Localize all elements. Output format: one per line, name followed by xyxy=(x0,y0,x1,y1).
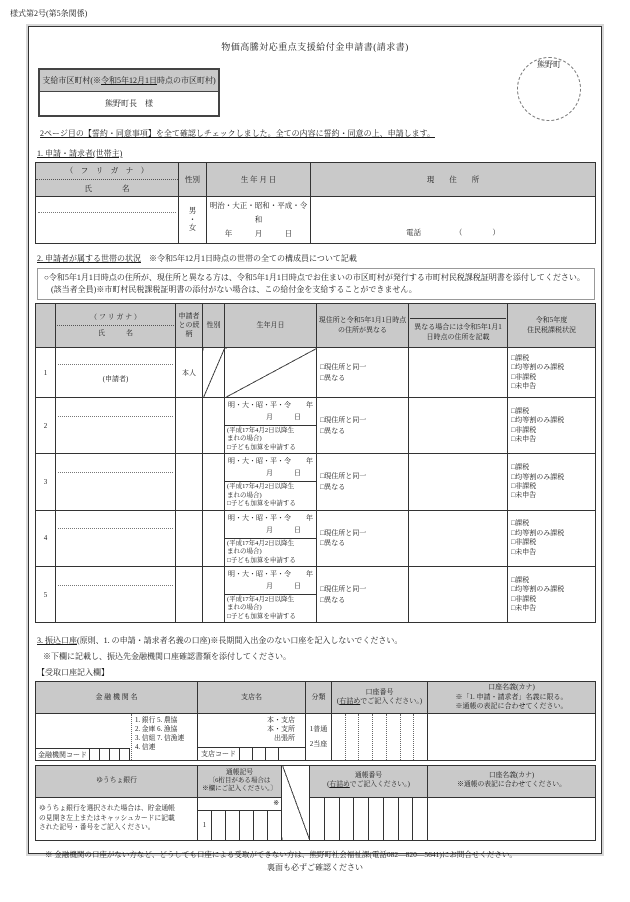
addr-diff-option: □異なる xyxy=(320,426,346,435)
row-number: 1 xyxy=(36,348,56,398)
address-record-field xyxy=(409,510,508,566)
col-institution-header: 金 融 機 関 名 xyxy=(36,682,198,713)
address-record-field xyxy=(409,454,508,510)
col-yucho-header: ゆうちょ銀行 xyxy=(36,765,198,797)
address-differs-field xyxy=(317,348,409,398)
relation-field xyxy=(176,454,203,510)
applicant-label: (申請者) xyxy=(102,374,129,383)
col-passbook-number-header: 通帳番号 (右詰めでご記入ください。) xyxy=(310,765,428,797)
type-current-option: 2当座 xyxy=(309,739,328,748)
address-record-field xyxy=(409,566,508,622)
tax-status-field xyxy=(508,348,596,398)
address-record-field xyxy=(409,398,508,454)
addr-diff-option: □異なる xyxy=(320,595,346,604)
birthdate-field-crossed xyxy=(225,348,317,398)
bank-account-table xyxy=(35,681,596,760)
row-number: 5 xyxy=(36,566,56,622)
address-differs-field xyxy=(317,398,409,454)
no-account-contact-note: ※ 金融機関の口座がない方など、どうしても口座による受取ができない方は、熊野町社会福祉課(電話082―820―5641)にお問合せください。 xyxy=(45,849,517,859)
institution-field xyxy=(36,713,198,760)
applicant-name-field xyxy=(36,197,179,244)
birthdate-field: 明・大・昭・平・令 年 月 日 (平成17年4月2日以降生 まれの場合) □子ども加算を申請する xyxy=(225,454,317,510)
household-row-1 xyxy=(36,348,596,398)
addr-same-option: □現住所と同一 xyxy=(320,528,367,537)
tax-option-per-capita: □均等割のみ課税 xyxy=(511,363,565,372)
furigana-label: （ フ リ ガ ナ ） xyxy=(36,163,178,180)
child-allowance-subfield: (平成17年4月2日以降生 まれの場合) □子ども加算を申請する xyxy=(225,594,316,622)
addr-diff-option: □異なる xyxy=(320,482,346,491)
form-code: 様式第2号(第5条関係) xyxy=(10,9,88,18)
relation-field xyxy=(176,510,203,566)
household-row-4 xyxy=(36,510,596,566)
sixth-digit-mark: ※ xyxy=(273,799,279,807)
household-row-2 xyxy=(36,398,596,454)
branch-code-boxes: 支店コード xyxy=(198,747,305,760)
address-record-field xyxy=(409,348,508,398)
pledge-statement: 2ページ目の【誓約・同意事項】を全て確認しチェックしました。全ての内容に誓約・同意の上、申請します。 xyxy=(40,129,435,138)
col-address-differs-header: 現住所と令和5年1月1日時点の住所が異なる xyxy=(317,304,409,348)
account-attachment-note: ※下欄に記載し、振込先金融機関口座確認書類を添付してください。 xyxy=(43,652,291,662)
account-holder-field xyxy=(428,713,596,760)
addr-same-option: □現住所と同一 xyxy=(320,585,367,594)
row-number: 3 xyxy=(36,454,56,510)
institution-code-boxes: 金融機関コード xyxy=(35,748,130,761)
tax-certificate-notice: ○令和5年1月1日時点の住所が、現住所と異なる方は、令和5年1月1日時点でお住まいの市区町村が発行する市町村民税課税証明書を添付してください。(該当者全員)※市町村民税課税証明書の添付がない場合は、この給付金を支給することができません。 xyxy=(37,268,595,300)
birthdate-field: 明・大・昭・平・令 年 月 日 (平成17年4月2日以降生 まれの場合) □子ども加算を申請する xyxy=(225,510,317,566)
addr-same-option: □現住所と同一 xyxy=(320,472,367,481)
col-account-holder-header: 口座名義(カナ) ※「1. 申請・請求者」名義に限る。 ※通帳の表記に合わせてください。 xyxy=(428,682,596,713)
recipient-box xyxy=(38,68,220,117)
gender-field xyxy=(203,454,225,510)
address-differs-field xyxy=(317,454,409,510)
form-body xyxy=(28,26,602,859)
row-number: 2 xyxy=(36,398,56,454)
addr-diff-option: □異なる xyxy=(320,373,346,382)
passbook-number-field xyxy=(310,797,428,840)
branch-type-options: 本・支店 本・支所 出張所 xyxy=(267,715,295,743)
col-address-header: 現 住 所 xyxy=(311,163,596,197)
address-differs-field xyxy=(317,566,409,622)
household-row-5 xyxy=(36,566,596,622)
section2-heading-note: ※令和5年12月1日時点の世帯の全ての構成員について記載 xyxy=(141,254,357,263)
col-address-record-header: 異なる場合には令和5年1月1日時点の住所を記載 xyxy=(409,304,508,348)
account-type-field xyxy=(306,713,332,760)
applicant-address-field xyxy=(311,197,596,244)
branch-field xyxy=(198,713,306,760)
yucho-account-table xyxy=(35,765,596,841)
col-relation-header: 申請者との続柄 xyxy=(176,304,203,348)
birthdate-field: 明・大・昭・平・令 年 月 日 (平成17年4月2日以降生 まれの場合) □子ども加算を申請する xyxy=(225,398,317,454)
member-name-field xyxy=(56,348,176,398)
child-allowance-option: □子ども加算を申請する xyxy=(227,500,296,508)
household-members-table xyxy=(35,303,596,623)
tax-option-undeclared: □未申告 xyxy=(511,381,537,390)
account-number-boxes xyxy=(332,714,427,760)
passbook-symbol-field xyxy=(198,797,282,840)
gender-field xyxy=(203,566,225,622)
child-allowance-subfield: (平成17年4月2日以降生 まれの場合) □子ども加算を申請する xyxy=(225,538,316,566)
addressee: 熊野町長 様 xyxy=(40,92,218,115)
institution-type-codes: 1. 銀行 5. 農協 2. 金庫 6. 漁協 3. 信組 7. 信漁連 4. 信連 xyxy=(131,714,197,760)
member-name-field xyxy=(56,398,176,454)
receipt-stamp-circle xyxy=(517,57,581,121)
applicant-table xyxy=(35,162,596,244)
col-passbook-symbol-header: 通帳記号 〔6桁目がある場合は ※欄にご記入ください。〕 xyxy=(198,765,282,797)
col-yucho-holder-header: 口座名義(カナ) ※通帳の表記に合わせてください。 xyxy=(428,765,596,797)
member-name-field xyxy=(56,510,176,566)
tax-option-taxed: □課税 xyxy=(511,353,530,362)
issuing-municipality-label: 支給市区町村(※令和5年12月1日時点の市区町村) xyxy=(40,70,218,92)
col-name-header xyxy=(36,163,179,197)
relation-field xyxy=(176,566,203,622)
yucho-instructions: ゆうちょ銀行を選択された場合は、貯金通帳 の見開き左上またはキャッシュカードに記載 された記号・番号をご記入ください。 xyxy=(36,797,198,840)
name-label: 氏 名 xyxy=(84,184,130,193)
yucho-holder-field xyxy=(428,797,596,840)
section1-heading: 1. 申請・請求者(世帯主) xyxy=(37,149,123,158)
gender-field xyxy=(203,398,225,454)
relation-field xyxy=(176,398,203,454)
row-number: 4 xyxy=(36,510,56,566)
col-birthdate-header: 生年月日 xyxy=(225,304,317,348)
col-gender-header: 性別 xyxy=(203,304,225,348)
col-type-header: 分類 xyxy=(306,682,332,713)
relation-field: 本人 xyxy=(176,348,203,398)
tax-status-field: □課税 □均等割のみ課税 □非課税 □未申告 xyxy=(508,510,596,566)
member-name-field xyxy=(56,454,176,510)
applicant-birthdate-field: 明治・大正・昭和・平成・令和 年 月 日 xyxy=(207,197,311,244)
passbook-number-boxes xyxy=(310,798,427,840)
tax-status-field: □課税 □均等割のみ課税 □非課税 □未申告 xyxy=(508,566,596,622)
form-title: 物価高騰対応重点支援給付金申請書(請求書) xyxy=(221,42,409,52)
account-entry-label: 【受取口座記入欄】 xyxy=(37,668,109,678)
col-row-number-header xyxy=(36,304,56,348)
tax-status-field: □課税 □均等割のみ課税 □非課税 □未申告 xyxy=(508,398,596,454)
gender-field-crossed xyxy=(203,348,225,398)
addr-diff-option: □異なる xyxy=(320,539,346,548)
stamp-text: 熊野町 xyxy=(537,60,561,69)
reverse-side-reminder: 裏面も必ずご確認ください xyxy=(267,863,363,872)
tax-option-exempt: □非課税 xyxy=(511,372,537,381)
tax-status-field: □課税 □均等割のみ課税 □非課税 □未申告 xyxy=(508,454,596,510)
child-allowance-option: □子ども加算を申請する xyxy=(227,443,296,451)
child-allowance-subfield: (平成17年4月2日以降生 まれの場合) □子ども加算を申請する xyxy=(225,481,316,509)
applicant-gender-field: 男 ・ 女 xyxy=(179,197,207,244)
member-name-field xyxy=(56,566,176,622)
col-member-name-header: （ フ リ ガ ナ ） 氏 名 xyxy=(56,304,176,348)
child-allowance-option: □子ども加算を申請する xyxy=(227,556,296,564)
col-birthdate-header: 生 年 月 日 xyxy=(207,163,311,197)
section3-heading: 3. 振込口座(原則、1. の申請・請求者名義の口座)※長期間入出金のない口座を記入しないでください。 xyxy=(37,636,403,646)
addr-same-option: □現住所と同一 xyxy=(320,363,367,371)
account-number-field xyxy=(332,713,428,760)
gender-field xyxy=(203,510,225,566)
col-branch-header: 支店名 xyxy=(198,682,306,713)
type-ordinary-option: 1普通 xyxy=(309,724,328,733)
child-allowance-subfield: (平成17年4月2日以降生 まれの場合) □子ども加算を申請する xyxy=(225,425,316,453)
phone-line: 電話 （ ） xyxy=(406,228,500,237)
addr-same-option: □現住所と同一 xyxy=(320,416,367,425)
col-account-number-header: 口座番号 (右詰めでご記入ください。) xyxy=(332,682,428,713)
col-tax-status-header: 令和5年度 住民税課税状況 xyxy=(508,304,596,348)
section2-heading: 2. 申請者が属する世帯の状況 ※令和5年12月1日時点の世帯の全ての構成員について記載 xyxy=(37,254,357,263)
birthdate-field: 明・大・昭・平・令 年 月 日 (平成17年4月2日以降生 まれの場合) □子ども加算を申請する xyxy=(225,566,317,622)
child-allowance-option: □子ども加算を申請する xyxy=(227,612,296,620)
col-gender-header: 性別 xyxy=(179,163,207,197)
symbol-number-separator xyxy=(282,765,310,840)
address-differs-field xyxy=(317,510,409,566)
furigana-divider xyxy=(38,212,176,213)
household-row-3 xyxy=(36,454,596,510)
passbook-symbol-boxes: 1 xyxy=(198,810,281,840)
